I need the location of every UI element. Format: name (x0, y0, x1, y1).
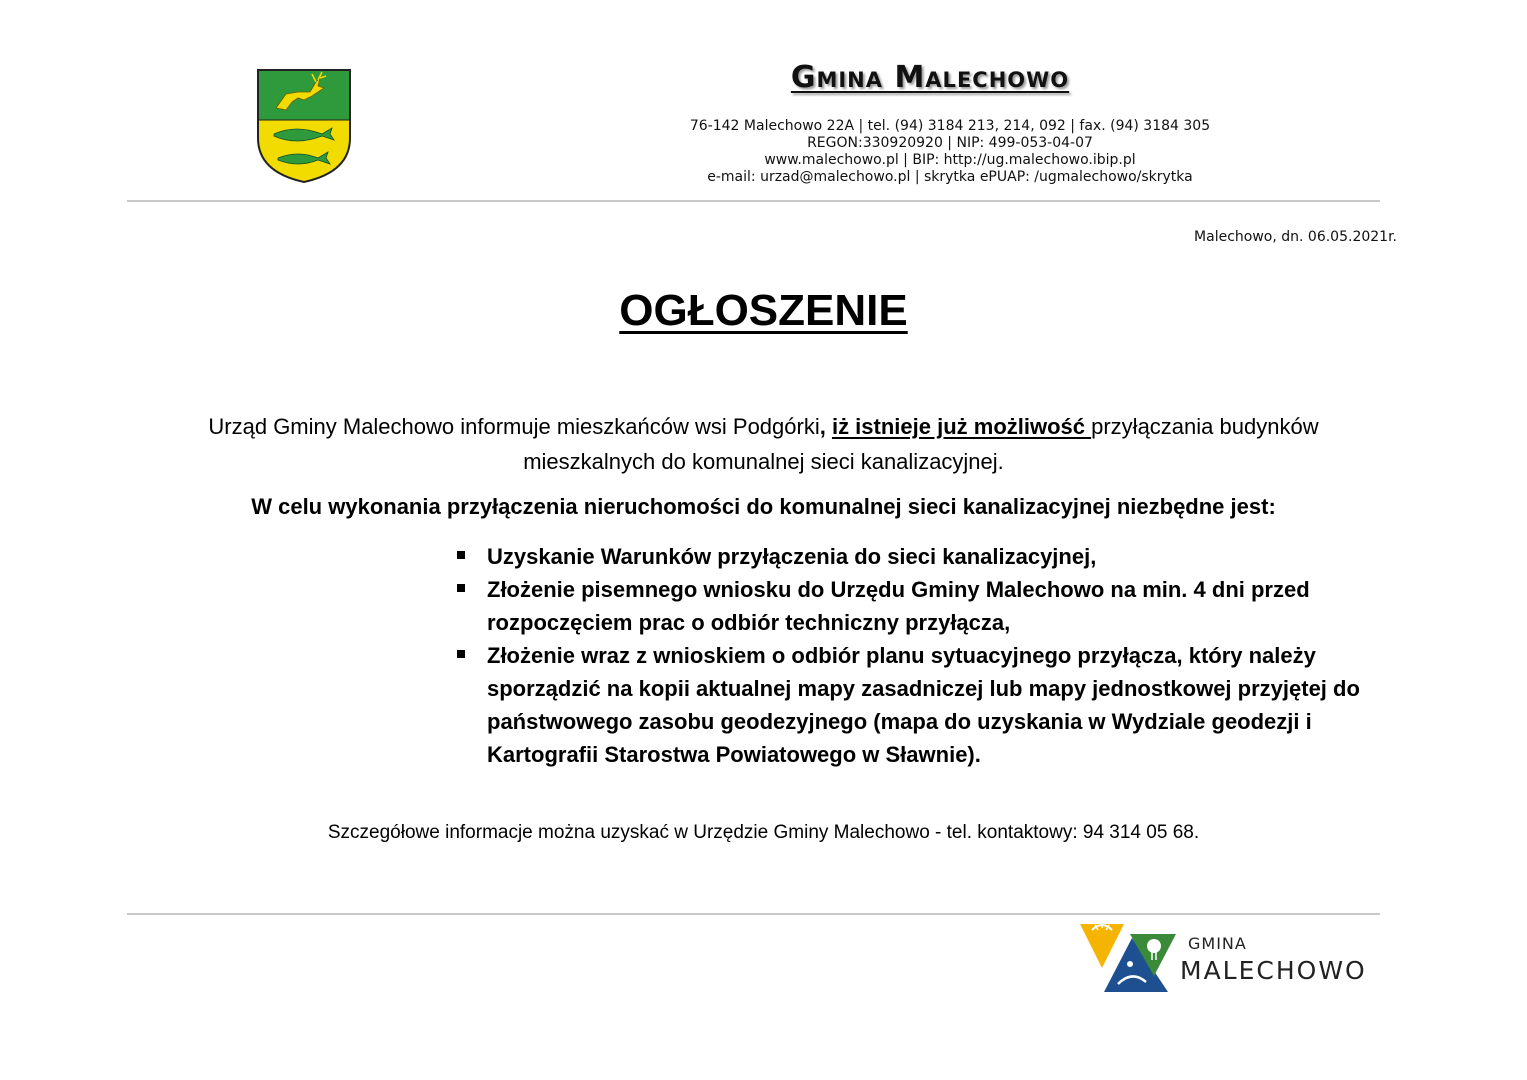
requirement-text: Złożenie wraz z wnioskiem o odbiór planu sytuacyjnego przyłącza, który należy sporządzić na kopii aktualnej mapy zasadniczej lub mapy jednostkowej przyjętej do państwowego zasobu geodezyjnego (mapa do uzyskania w Wydziale geodezji i Kartografii Starostwa Powiatowego w Sławnie). (487, 643, 1360, 767)
list-item (455, 639, 1385, 771)
organization-title: Gmina Malechowo (790, 60, 1070, 95)
bullet-icon (457, 650, 465, 658)
intro-paragraph (160, 409, 1367, 479)
contact-details: Szczegółowe informacje można uzyskać w Urzędzie Gminy Malechowo - tel. kontaktowy: 94 314 05 68. (327, 822, 1200, 843)
bullet-icon (457, 551, 465, 559)
list-item (455, 540, 1385, 573)
document-date: Malechowo, dn. 06.05.2021r. (1194, 229, 1397, 245)
list-item (455, 573, 1385, 639)
intro-underlined-text: iż istnieje już możliwość (831, 414, 1092, 439)
page-title: OGŁOSZENIE (619, 286, 908, 335)
footer-logo-line1: GMINA (1188, 934, 1247, 953)
contact-email: e-mail: urzad@malechowo.pl | skrytka ePUAP: /ugmalechowo/skrytka (707, 169, 1193, 185)
intro-text-2: przyłączania budynków mieszkalnych do komunalnej sieci kanalizacyjnej. (523, 414, 1319, 474)
intro-text-1: Urząd Gminy Malechowo informuje mieszkańców wsi Podgórki (208, 414, 820, 439)
coat-of-arms-icon (256, 68, 352, 184)
contact-websites: www.malechowo.pl | BIP: http://ug.malechowo.ibip.pl (764, 152, 1136, 168)
header-divider (127, 200, 1380, 202)
gmina-logo-icon (1078, 920, 1178, 994)
requirement-text: Złożenie pisemnego wniosku do Urzędu Gminy Malechowo na min. 4 dni przed rozpoczęciem prac o odbiór techniczny przyłącza, (487, 577, 1310, 635)
requirements-heading: W celu wykonania przyłączenia nieruchomości do komunalnej sieci kanalizacyjnej niezbędne jest: (251, 494, 1276, 519)
footer-logo-line2: MALECHOWO (1180, 956, 1367, 985)
intro-comma: , (819, 414, 832, 439)
contact-address: 76-142 Malechowo 22A | tel. (94) 3184 213, 214, 092 | fax. (94) 3184 305 (689, 118, 1211, 134)
requirement-text: Uzyskanie Warunków przyłączenia do sieci kanalizacyjnej, (487, 544, 1097, 569)
requirements-list (455, 540, 1385, 771)
contact-registry: REGON:330920920 | NIP: 499-053-04-07 (807, 135, 1093, 151)
bullet-icon (457, 584, 465, 592)
footer-divider (127, 913, 1380, 915)
